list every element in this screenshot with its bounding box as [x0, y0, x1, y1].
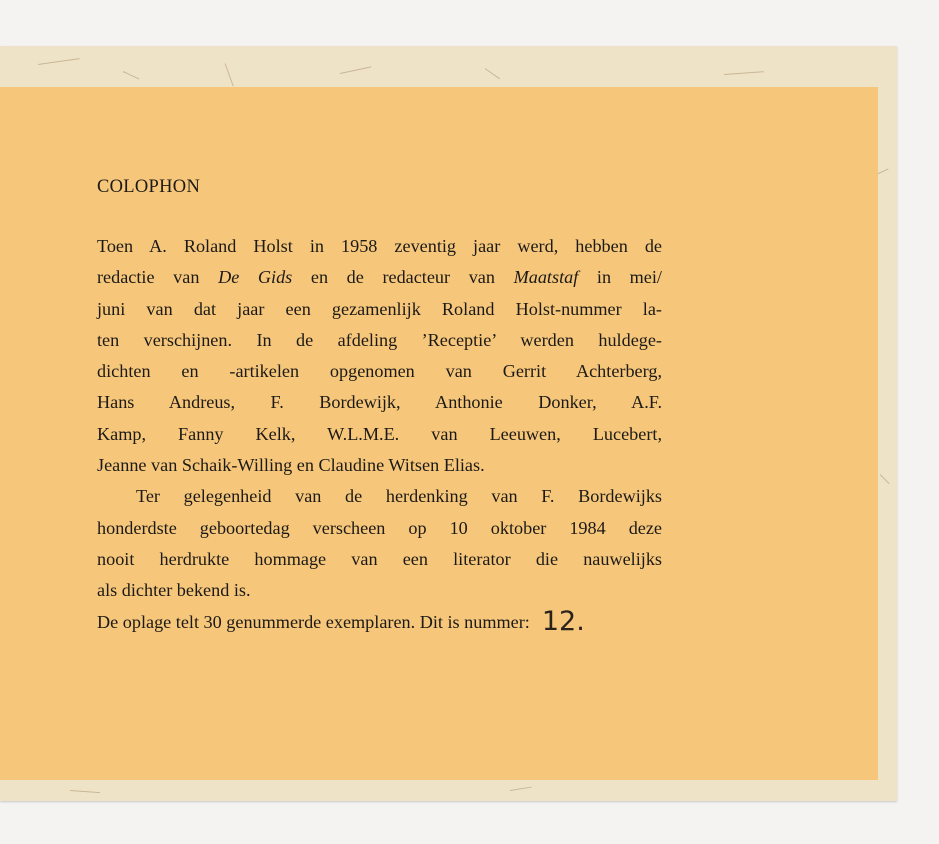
text-line: Hans Andreus, F. Bordewijk, Anthonie Donker, A.F. [97, 392, 662, 413]
edition-statement [97, 607, 662, 638]
text-fragment: in mei/ [578, 267, 662, 288]
paper-fiber [38, 58, 80, 65]
text-line: Kamp, Fanny Kelk, W.L.M.E. van Leeuwen, Lucebert, [97, 423, 662, 444]
text-fragment: redactie van [97, 267, 219, 288]
text-line [97, 262, 662, 293]
text-line: ten verschijnen. In de afdeling ’Receptie’ werden huldege- [97, 329, 662, 350]
text-line: dichten en -artikelen opgenomen van Gerrit Achterberg, [97, 361, 662, 382]
paper-fiber [485, 68, 500, 79]
paper-fiber [225, 63, 234, 86]
text-line: Toen A. Roland Holst in 1958 zeventig jaar werd, hebben de [97, 236, 662, 256]
text-line: Jeanne van Schaik-Willing en Claudine Witsen Elias. [97, 455, 485, 476]
text-line: honderdste geboortedag verscheen op 10 oktober 1984 deze [97, 517, 662, 538]
paper-fiber [123, 71, 140, 80]
handwritten-edition-number: 12. [541, 605, 585, 637]
text-line: Ter gelegenheid van de herdenking van F. Bordewijks [136, 486, 662, 507]
text-line: juni van dat jaar een gezamenlijk Roland Holst-nummer la- [97, 298, 662, 319]
paper-fiber [340, 66, 372, 74]
paragraph-one [97, 231, 662, 481]
paper-fiber [880, 474, 890, 484]
publication-title-maatstaf: Maatstaf [513, 267, 579, 288]
paper-fiber [70, 790, 100, 793]
paper-fiber [724, 71, 764, 75]
text-fragment: en de redacteur van [292, 267, 514, 288]
publication-title-de-gids: De Gids [218, 267, 293, 288]
text-line: nooit herdrukte hommage van een literator die nauwelijks [97, 548, 662, 569]
paragraph-two [97, 481, 662, 606]
colophon-text [97, 174, 662, 638]
colophon-heading: COLOPHON [97, 177, 201, 197]
edition-statement-text: De oplage telt 30 genummerde exemplaren. Dit is nummer: [97, 611, 530, 632]
paper-fiber [510, 787, 532, 791]
text-line: als dichter bekend is. [97, 580, 251, 601]
